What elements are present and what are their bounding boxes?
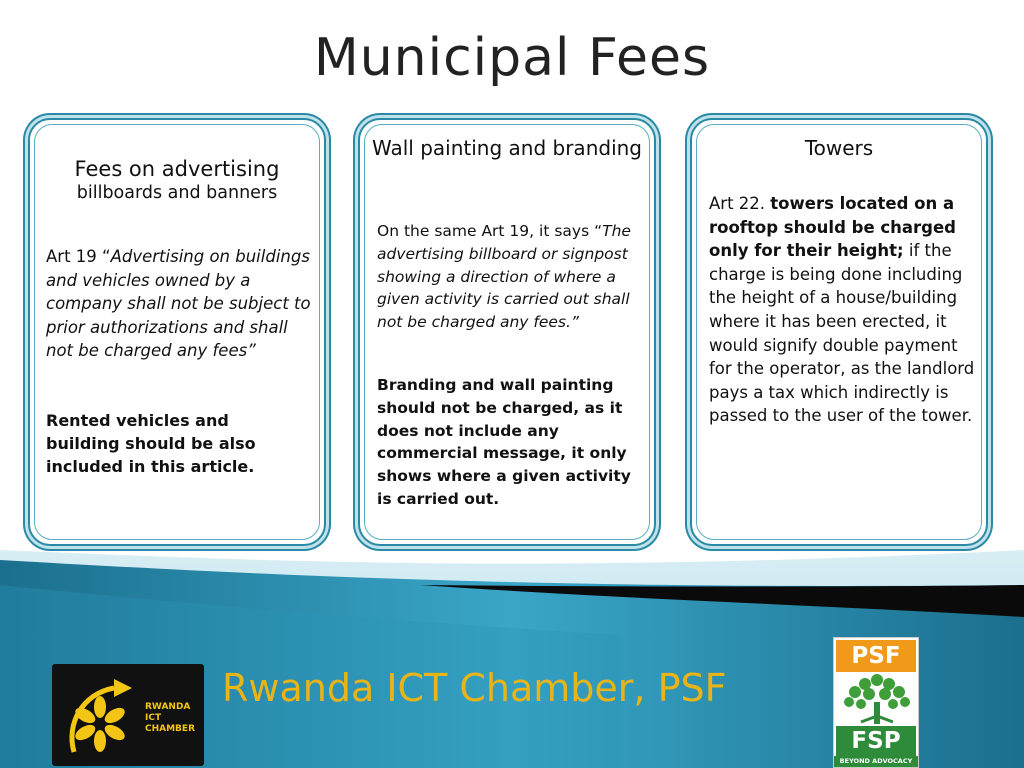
- psf-logo-top: PSF: [836, 640, 916, 672]
- psf-logo-bottom: FSP: [836, 726, 916, 756]
- card-paragraph-article: [46, 245, 314, 363]
- logo-text-line: RWANDA: [145, 702, 191, 712]
- psf-logo-tagline: BEYOND ADVOCACY: [834, 756, 918, 767]
- article-rest: if the charge is being done including the height of a house/building where it has been erected, it would signify double payment for the operator, as the landlord pays a tax which indirectly is passed to the user of the tower.: [709, 241, 975, 426]
- card-wall-painting: [358, 118, 656, 546]
- article-bold: towers located on a rooftop should be charged only for their height;: [709, 194, 956, 261]
- slide-title: Municipal Fees: [313, 28, 711, 88]
- article-quote: The advertising billboard or signpost showing a direction of where a given activity is carried out shall not be charged any fees.”: [377, 222, 631, 332]
- footer-organization-text: Rwanda ICT Chamber, PSF: [222, 666, 727, 710]
- article-prefix: On the same Art 19, it says “: [377, 222, 603, 240]
- logo-text-line: ICT: [145, 713, 162, 723]
- card-advertising-fees: [28, 118, 326, 546]
- rwanda-ict-chamber-logo: [52, 664, 204, 766]
- card-heading: Wall painting and branding: [372, 136, 642, 160]
- logo-text-line: CHAMBER: [145, 724, 195, 734]
- card-paragraph-recommendation: Branding and wall painting should not be charged, as it does not include any commercial message, it only shows where a given activity is carried out.: [377, 376, 631, 508]
- card-heading: Towers: [804, 136, 874, 160]
- card-paragraph-recommendation: Rented vehicles and building should be also included in this article.: [46, 411, 256, 476]
- card-paragraph-article: [709, 192, 976, 428]
- logo-star-icon: [52, 664, 204, 766]
- article-prefix: Art 19 “: [46, 247, 111, 266]
- tree-icon: [839, 672, 915, 726]
- psf-logo: [833, 637, 919, 768]
- card-heading-main: Fees on advertising: [74, 157, 280, 181]
- card-towers: [690, 118, 988, 546]
- card-heading: [38, 157, 316, 204]
- card-paragraph-article: [377, 220, 644, 334]
- card-heading-sub: billboards and banners: [76, 182, 278, 203]
- article-quote: Advertising on buildings and vehicles owned by a company shall not be subject to prior authorizations and shall not be charged any fees”: [46, 247, 311, 361]
- article-prefix: Art 22.: [709, 194, 771, 213]
